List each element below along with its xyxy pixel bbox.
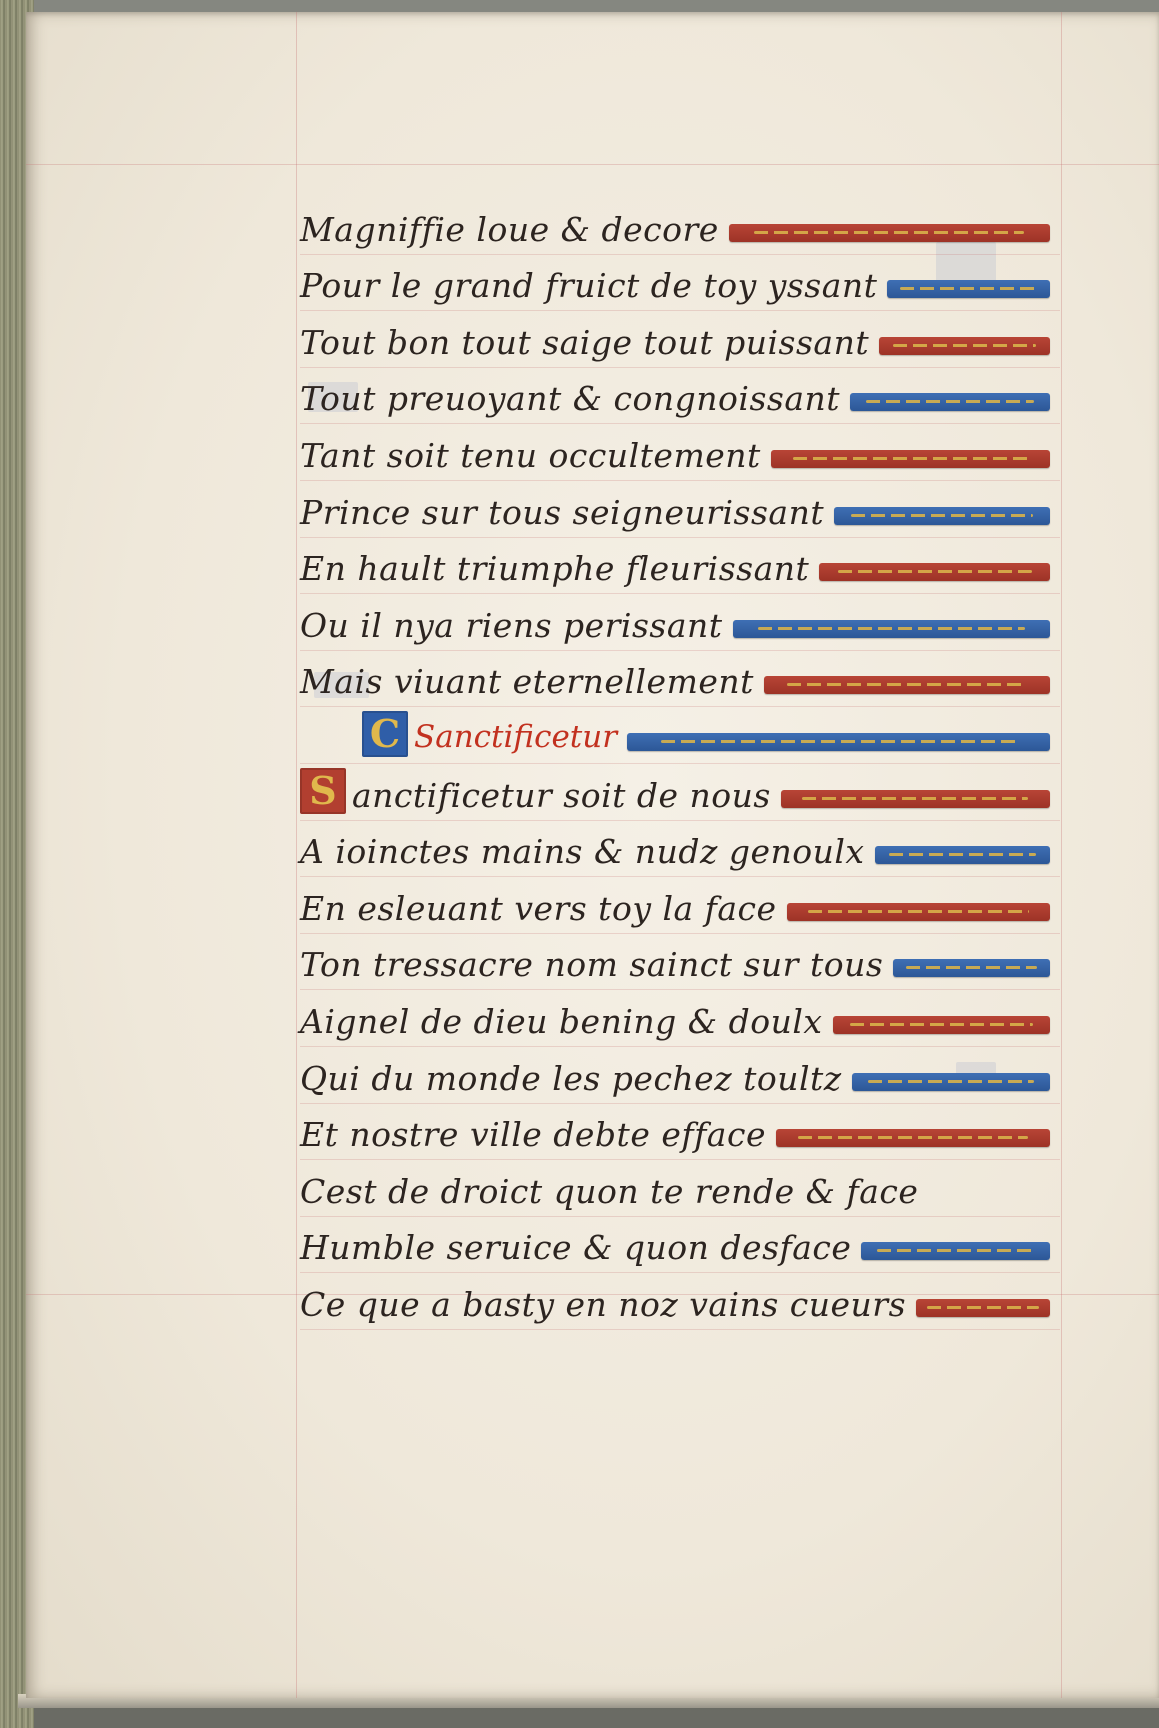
verse-line	[300, 538, 1060, 595]
line-filler-ornament	[861, 1242, 1050, 1260]
verse-line	[300, 821, 1060, 878]
verse-text: Tant soit tenu occultement	[300, 435, 761, 475]
verse-line	[300, 934, 1060, 991]
verse-line	[300, 1104, 1060, 1161]
line-filler-ornament	[819, 563, 1050, 581]
verse-line	[300, 1273, 1060, 1330]
line-filler-ornament	[729, 224, 1050, 242]
verse-text: Humble seruice & quon desface	[300, 1228, 852, 1268]
verse-line	[300, 198, 1060, 255]
verse-line	[300, 1047, 1060, 1104]
verse-text: Magniffie loue & decore	[300, 209, 719, 249]
line-filler-ornament	[879, 337, 1050, 355]
verse-line	[300, 311, 1060, 368]
verse-line	[300, 368, 1060, 425]
verse-line	[300, 707, 1060, 764]
line-filler-ornament	[893, 959, 1050, 977]
verse-line	[300, 877, 1060, 934]
verse-line	[300, 1160, 1060, 1217]
line-filler-ornament	[852, 1073, 1050, 1091]
ruling-line-right	[1061, 12, 1062, 1698]
verse-block	[300, 198, 1060, 1330]
verse-text: Tout bon tout saige tout puissant	[300, 322, 870, 362]
verse-line	[300, 424, 1060, 481]
verse-line	[300, 481, 1060, 538]
verse-text: Prince sur tous seigneurissant	[300, 492, 825, 532]
verse-text: Ou il nya riens perissant	[300, 605, 723, 645]
line-filler-ornament	[916, 1299, 1050, 1317]
verse-line	[300, 1217, 1060, 1274]
verse-text: Aignel de dieu bening & doulx	[300, 1001, 823, 1041]
line-filler-ornament	[627, 733, 1050, 751]
verse-text: Et nostre ville debte efface	[300, 1115, 766, 1155]
verse-text: Tout preuoyant & congnoissant	[300, 379, 841, 419]
verse-line	[300, 594, 1060, 651]
ruling-line-top	[26, 164, 1159, 165]
line-filler-ornament	[787, 903, 1050, 921]
verse-line	[300, 764, 1060, 821]
verse-text: Ton tressacre nom sainct sur tous	[300, 945, 884, 985]
verse-text: anctificetur soit de nous	[352, 775, 771, 815]
verse-line	[300, 255, 1060, 312]
verse-text: Ce que a basty en noz vains cueurs	[300, 1284, 907, 1324]
line-filler-ornament	[875, 846, 1050, 864]
line-filler-ornament	[850, 393, 1050, 411]
ruling-line-left	[296, 12, 297, 1698]
line-filler-ornament	[776, 1129, 1050, 1147]
verse-text: Mais viuant eternellement	[300, 662, 754, 702]
line-filler-ornament	[764, 676, 1050, 694]
line-filler-ornament	[771, 450, 1050, 468]
decorated-initial: C	[362, 711, 408, 757]
verse-text: En esleuant vers toy la face	[300, 888, 777, 928]
verse-text: Pour le grand fruict de toy yssant	[300, 266, 878, 306]
verse-line	[300, 651, 1060, 708]
verse-text: Qui du monde les pechez toultz	[300, 1058, 842, 1098]
verse-line	[300, 990, 1060, 1047]
line-filler-ornament	[887, 280, 1050, 298]
verse-text: A ioinctes mains & nudz genoulx	[300, 832, 865, 872]
line-filler-ornament	[834, 507, 1050, 525]
rubric-heading: Sanctificetur	[414, 718, 618, 755]
line-filler-ornament	[733, 620, 1050, 638]
line-filler-ornament	[781, 790, 1050, 808]
decorated-initial: S	[300, 768, 346, 814]
verse-text: En hault triumphe fleurissant	[300, 549, 810, 589]
verse-text: Cest de droict quon te rende & face	[300, 1171, 919, 1211]
line-filler-ornament	[833, 1016, 1050, 1034]
